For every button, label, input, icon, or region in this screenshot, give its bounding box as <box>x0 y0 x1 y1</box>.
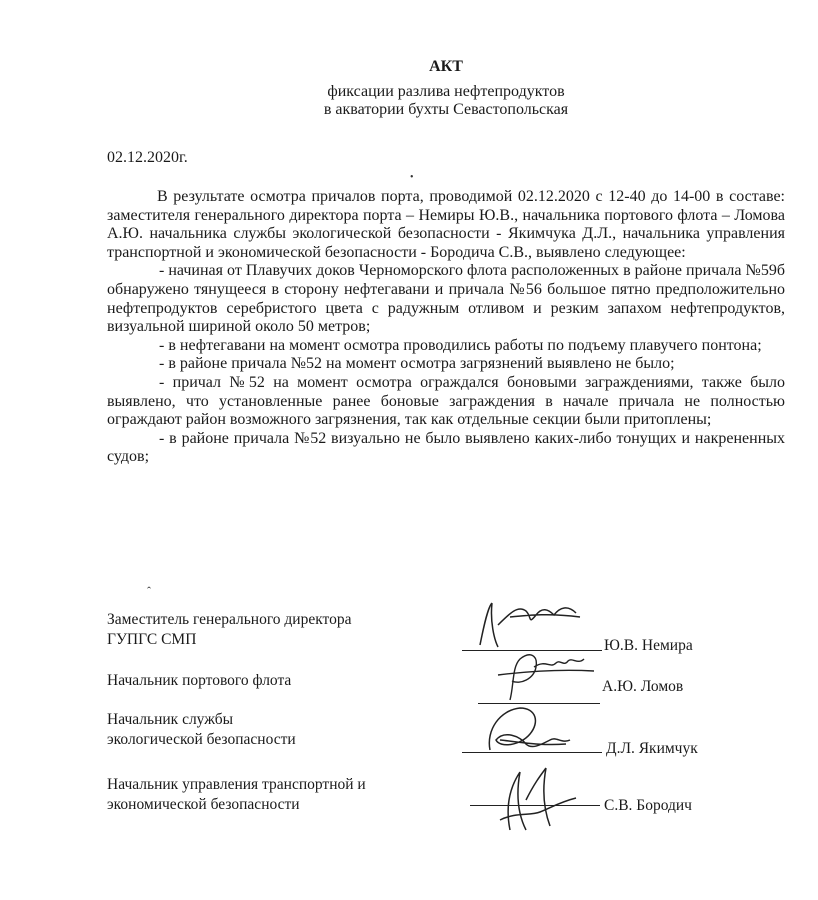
document-date: 02.12.2020г. <box>107 149 188 166</box>
signatory-name: А.Ю. Ломов <box>602 678 684 695</box>
signature-lomov <box>490 645 600 705</box>
signature-yakimchuk <box>470 700 590 760</box>
signatory-role: Начальник службы экологической безопасности <box>107 711 296 748</box>
signatory-role: Заместитель генерального директора ГУПГС СМП <box>107 611 352 648</box>
stray-mark: ˆ <box>147 584 151 598</box>
finding-item: - в районе причала №52 визуально не было выявлено каких-либо тонущих и накрененных судов; <box>107 429 785 466</box>
finding-item: - в районе причала №52 на момент осмотра загрязнений выявлено не было; <box>159 355 675 373</box>
signatory-role: Начальник управления транспортной и экономической безопасности <box>107 776 366 813</box>
finding-item: - начиная от Плавучих доков Черноморского флота расположенных в районе причала №59б обнаружено тянущееся в сторону нефтегавани и причала №56 большое пятно предположительно нефтепродуктов серебристого цвета с радужным отливом и резким запахом нефтепродуктов, визуальной шириной около 50 метров; <box>107 262 785 336</box>
finding-item: - причал №52 на момент осмотра ограждался боновыми заграждениями, также было выявлено, что установленные ранее боновые заграждения в начале причала не полностью ограждают район возможного загрязнения, так как отдельные секции были притоплены; <box>107 373 785 429</box>
signatory-name: С.В. Бородич <box>604 797 692 814</box>
intro-paragraph: В результате осмотра причалов порта, проводимой 02.12.2020 с 12-40 до 14-00 в составе: заместителя генерального директора порта – Немиры Ю.В., начальника портового флота – Ломова А.Ю. начальника службы экологической безопасности - Якимчука Д.Л., начальника управления транспортной и экономической безопасности - Бородича С.В., выявлено следующее: <box>107 188 785 261</box>
document-title: АКТ <box>429 58 463 75</box>
document-subtitle-line2: в акватории бухты Севастопольская <box>323 101 569 118</box>
signatory-name: Д.Л. Якимчук <box>606 740 698 757</box>
document-body <box>107 188 785 467</box>
stray-mark: • <box>410 172 414 183</box>
signatory-name: Ю.В. Немира <box>604 637 693 654</box>
document-subtitle-line1: фиксации разлива нефтепродуктов <box>327 83 565 100</box>
signature-borodich <box>480 760 590 840</box>
signatory-role: Начальник портового флота <box>107 672 292 689</box>
finding-item: - в нефтегавани на момент осмотра проводились работы по подъему плавучего понтона; <box>159 336 762 354</box>
